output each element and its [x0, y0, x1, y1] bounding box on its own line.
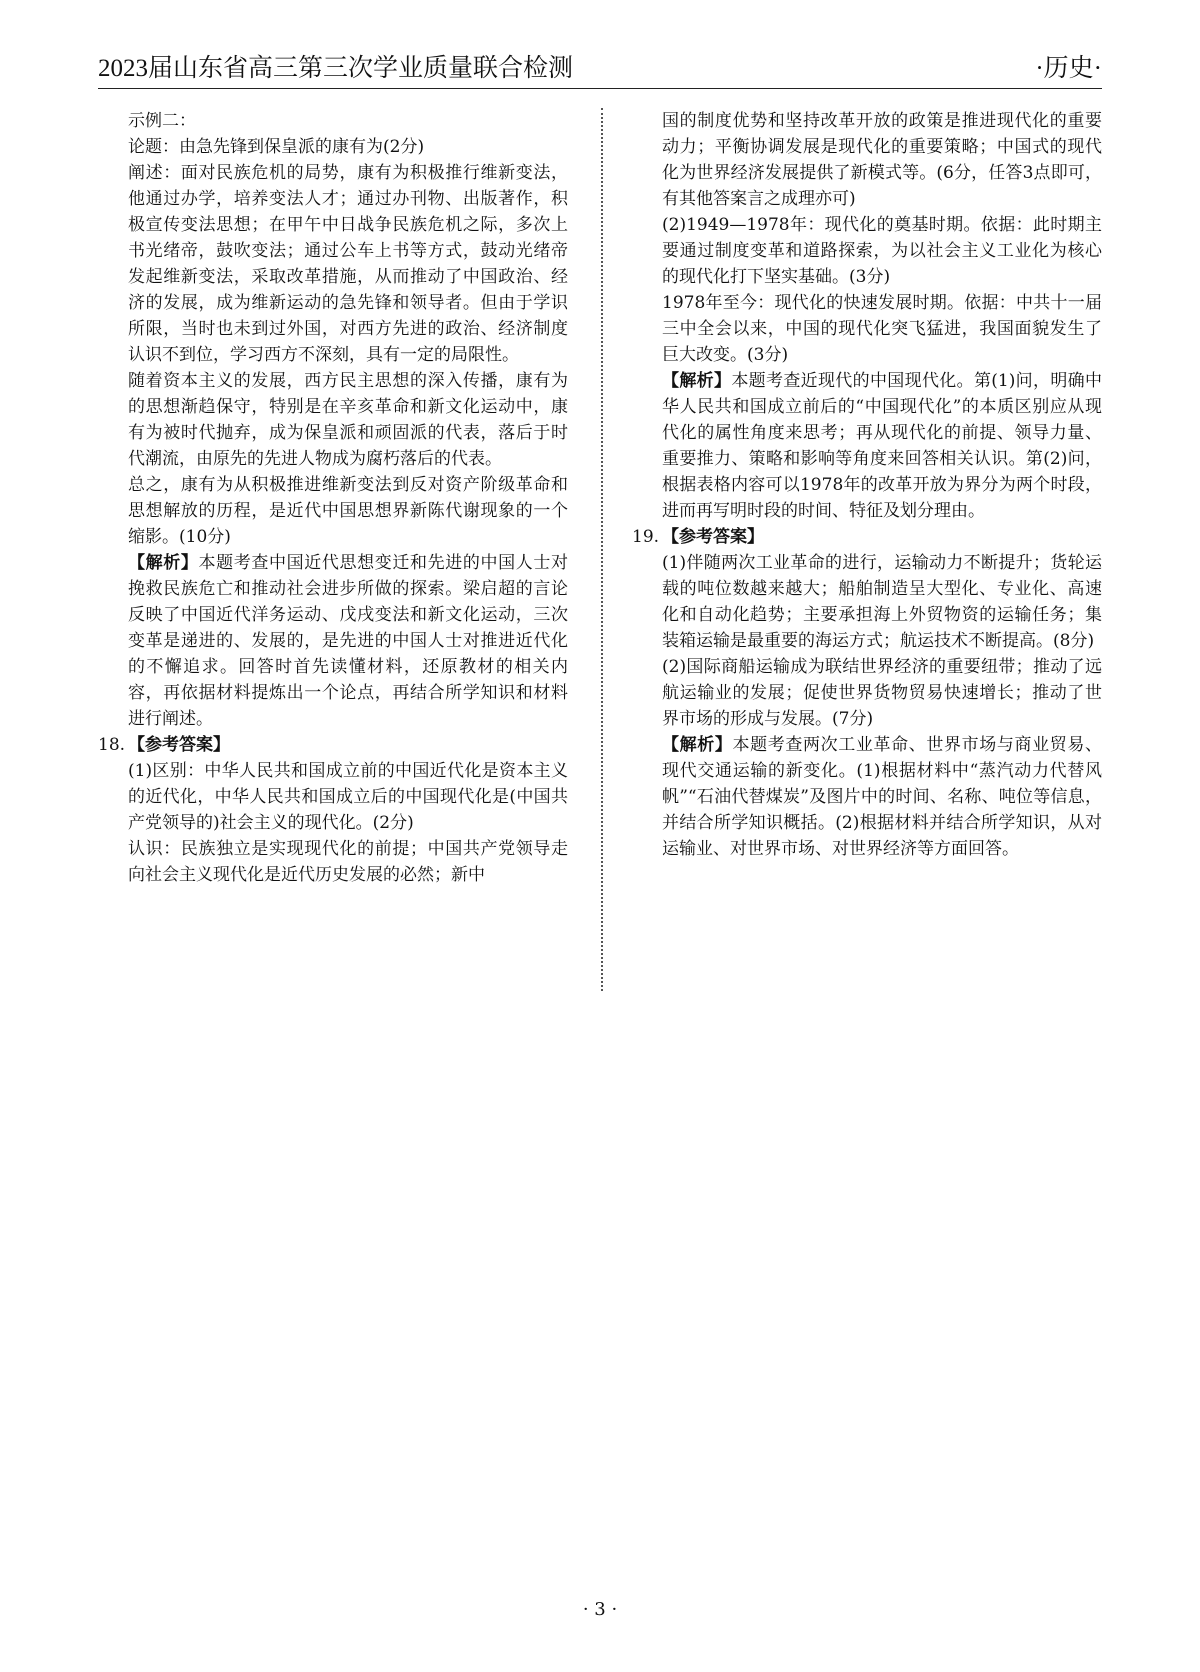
analysis-label: 【解析】 [662, 735, 733, 755]
exam-title: 2023届山东省高三第三次学业质量联合检测 [98, 55, 574, 82]
thesis-paragraph: 论题：由急先锋到保皇派的康有为(2分) [128, 137, 425, 157]
analysis-paragraph-3 [662, 732, 1102, 862]
answer-paragraph-6: (2)国际商船运输成为联结世界经济的重要纽带；推动了远航运输业的发展；促使世界货物贸易快速增长；推动了世界市场的形成与发展。(7分) [662, 657, 1102, 729]
answer-continuation: 国的制度优势和坚持改革开放的政策是推进现代化的重要动力；平衡协调发展是现代化的重要策略；中国式的现代化为世界经济发展提供了新模式等。(6分，任答3点即可，有其他答案言之成理亦可) [662, 111, 1102, 209]
question-number: 19. [632, 527, 660, 547]
answer-paragraph-2: 认识：民族独立是实现现代化的前提；中国共产党领导走向社会主义现代化是近代历史发展的必然；新中 [128, 839, 568, 885]
question-19-heading [632, 524, 1102, 550]
answer-paragraph-5: (1)伴随两次工业革命的进行，运输动力不断提升；货轮运载的吨位数越来越大；船舶制造呈大型化、专业化、高速化和自动化趋势；主要承担海上外贸物资的运输任务；集装箱运输是最重要的海运方式；航运技术不断提高。(8分) [662, 553, 1102, 651]
analysis-label: 【解析】 [128, 553, 199, 573]
right-column [632, 108, 1102, 862]
answer-label: 【参考答案】 [662, 527, 764, 547]
analysis-text: 本题考查近现代的中国现代化。第(1)问，明确中华人民共和国成立前后的“中国现代化”的本质区别应从现代化的属性角度来思考；再从现代化的前提、领导力量、重要推力、策略和影响等角度来回答相关认识。第(2)问，根据表格内容可以1978年的改革开放为界分为两个时段，进而再写明时段的时间、特征及划分理由。 [662, 371, 1102, 521]
analysis-label: 【解析】 [662, 371, 732, 391]
column-divider [601, 108, 603, 991]
example-heading: 示例二： [128, 111, 196, 131]
page-header [98, 52, 1102, 89]
conclusion-paragraph: 总之，康有为从积极推进维新变法到反对资产阶级革命和思想解放的历程，是近代中国思想界新陈代谢现象的一个缩影。(10分) [128, 475, 568, 547]
answer-label: 【参考答案】 [128, 735, 230, 755]
analysis-text: 本题考查两次工业革命、世界市场与商业贸易、现代交通运输的新变化。(1)根据材料中“蒸汽动力代替风帆”“石油代替煤炭”及图片中的时间、名称、吨位等信息，并结合所学知识概括。(2)根据材料并结合所学知识，从对运输业、对世界市场、对世界经济等方面回答。 [662, 735, 1102, 859]
page-number: · 3 · [582, 1599, 618, 1620]
question-18-heading [98, 732, 568, 758]
answer-paragraph-4: 1978年至今：现代化的快速发展时期。依据：中共十一届三中全会以来，中国的现代化突飞猛进，我国面貌发生了巨大改变。(3分) [662, 293, 1102, 365]
analysis-text: 本题考查中国近代思想变迁和先进的中国人士对挽救民族危亡和推动社会进步所做的探索。梁启超的言论反映了中国近代洋务运动、戊戌变法和新文化运动，三次变革是递进的、发展的，是先进的中国人士对推进近代化的不懈追求。回答时首先读懂材料，还原教材的相关内容，再依据材料提炼出一个论点，再结合所学知识和材料进行阐述。 [128, 553, 568, 729]
analysis-paragraph [128, 550, 568, 732]
answer-paragraph: (1)区别：中华人民共和国成立前的中国近代化是资本主义的近代化，中华人民共和国成立后的中国现代化是(中国共产党领导的)社会主义的现代化。(2分) [128, 761, 568, 833]
answer-paragraph-3: (2)1949—1978年：现代化的奠基时期。依据：此时期主要通过制度变革和道路探索，为以社会主义工业化为核心的现代化打下坚实基础。(3分) [662, 215, 1102, 287]
left-column [98, 108, 568, 888]
subject-label: ·历史· [1035, 55, 1102, 82]
analysis-paragraph-2 [662, 368, 1102, 524]
argument-paragraph-2: 随着资本主义的发展，西方民主思想的深入传播，康有为的思想渐趋保守，特别是在辛亥革命和新文化运动中，康有为被时代抛弃，成为保皇派和顽固派的代表，落后于时代潮流，由原先的先进人物成为腐朽落后的代表。 [128, 371, 568, 469]
argument-paragraph: 阐述：面对民族危机的局势，康有为积极推行维新变法，他通过办学，培养变法人才；通过办刊物、出版著作，积极宣传变法思想；在甲午中日战争民族危机之际，多次上书光绪帝，鼓吹变法；通过公车上书等方式，鼓动光绪帝发起维新变法，采取改革措施，从而推动了中国政治、经济的发展，成为维新运动的急先锋和领导者。但由于学识所限，当时也未到过外国，对西方先进的政治、经济制度认识不到位，学习西方不深刻，具有一定的局限性。 [128, 163, 568, 365]
question-number: 18. [98, 735, 126, 755]
